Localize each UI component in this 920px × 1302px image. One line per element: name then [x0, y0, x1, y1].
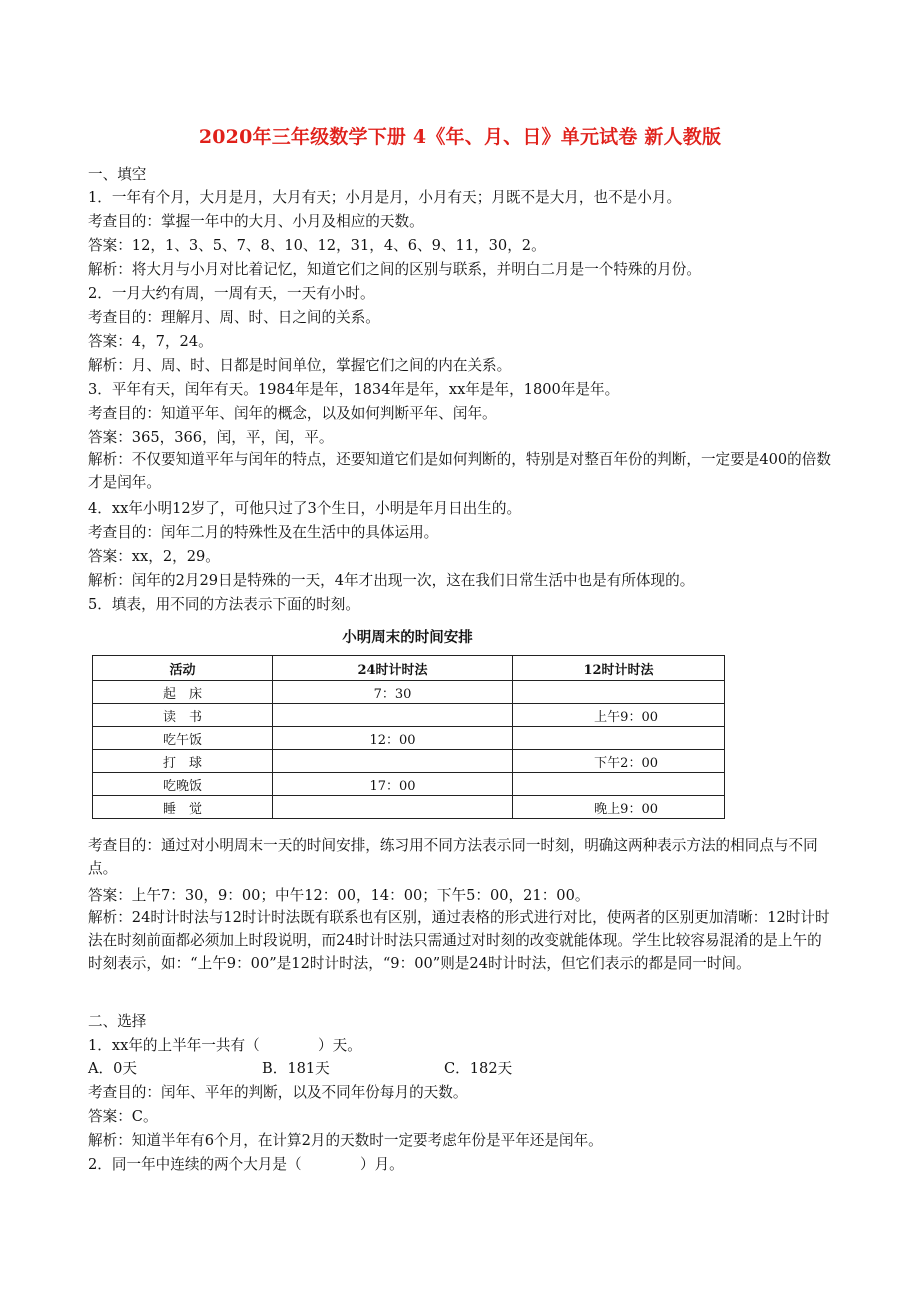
q2-analysis: 解析：月、周、时、日都是时间单位，掌握它们之间的内在关系。 [88, 357, 512, 374]
section-heading-fill-blank: 一、填空 [88, 166, 147, 183]
time-24h-cell [273, 750, 513, 773]
q2-purpose: 考查目的：理解月、周、时、日之间的关系。 [88, 309, 380, 326]
time-12h-cell [513, 727, 725, 750]
q5-answer: 答案：上午7：30，9：00；中午12：00，14：00；下午5：00，21：00。 [88, 887, 590, 904]
c2-question: 2．同一年中连续的两个大月是（ ）月。 [88, 1156, 404, 1173]
q1-answer: 答案：12，1、3、5、7、8、10、12，31，4、6、9、11，30，2。 [88, 237, 546, 254]
table-row [93, 796, 725, 819]
c1-purpose: 考查目的：闰年、平年的判断，以及不同年份每月的天数。 [88, 1084, 468, 1101]
q3-purpose: 考查目的：知道平年、闰年的概念，以及如何判断平年、闰年。 [88, 405, 497, 422]
q4-analysis: 解析：闰年的2月29日是特殊的一天，4年才出现一次，这在我们日常生活中也是有所体现的。 [88, 572, 695, 589]
time-12h-cell: 上午9：00 [513, 704, 725, 727]
time-12h-cell [513, 681, 725, 704]
header-24h: 24时计时法 [273, 656, 513, 681]
activity-cell: 睡 觉 [93, 796, 273, 819]
c1-question: 1．xx年的上半年一共有（ ）天。 [88, 1037, 362, 1054]
c1-option-a: A．0天 [88, 1060, 138, 1077]
q5-purpose: 考查目的：通过对小明周末一天的时间安排，练习用不同方法表示同一时刻，明确这两种表示方法的相同点与不同点。 [88, 837, 818, 877]
q3-analysis: 解析：不仅要知道平年与闰年的特点，还要知道它们是如何判断的，特别是对整百年份的判断，一定要是400的倍数才是闰年。 [88, 451, 831, 491]
q5-question: 5．填表，用不同的方法表示下面的时刻。 [88, 596, 360, 613]
q4-question: 4．xx年小明12岁了，可他只过了3个生日，小明是年月日出生的。 [88, 500, 522, 517]
c1-option-b: B．181天 [262, 1060, 330, 1077]
q1-purpose: 考查目的：掌握一年中的大月、小月及相应的天数。 [88, 213, 424, 230]
q5-analysis: 解析：24时计时法与12时计时法既有联系也有区别，通过表格的形式进行对比，使两者的区别更加清晰：12时计时法在时刻前面都必须加上时段说明，而24时计时法只需通过对时刻的改变就能体现。学生比较容易混淆的是上午的时刻表示，如：“上午9：00”是12时计时法，“9：00”则是24时计时法，但它们表示的都是同一时间。 [88, 909, 830, 972]
schedule-table-title: 小明周末的时间安排 [342, 629, 473, 646]
c1-option-c: C．182天 [444, 1060, 513, 1077]
section-heading-choice: 二、选择 [88, 1013, 147, 1030]
q2-answer: 答案：4，7，24。 [88, 333, 213, 350]
schedule-table [92, 655, 725, 819]
time-24h-cell [273, 704, 513, 727]
table-row [93, 681, 725, 704]
time-12h-cell: 晚上9：00 [513, 796, 725, 819]
time-12h-cell: 下午2：00 [513, 750, 725, 773]
table-header-row [93, 656, 725, 681]
c1-analysis: 解析：知道半年有6个月，在计算2月的天数时一定要考虑年份是平年还是闰年。 [88, 1132, 603, 1149]
header-12h: 12时计时法 [513, 656, 725, 681]
activity-cell: 吃午饭 [93, 727, 273, 750]
time-24h-cell: 7：30 [273, 681, 513, 704]
time-24h-cell [273, 796, 513, 819]
time-24h-cell: 12：00 [273, 727, 513, 750]
activity-cell: 读 书 [93, 704, 273, 727]
time-24h-cell: 17：00 [273, 773, 513, 796]
activity-cell: 打 球 [93, 750, 273, 773]
table-row [93, 750, 725, 773]
header-activity: 活动 [93, 656, 273, 681]
document-title: 2020年三年级数学下册 4《年、月、日》单元试卷 新人教版 [198, 126, 722, 148]
table-row [93, 704, 725, 727]
activity-cell: 起 床 [93, 681, 273, 704]
time-12h-cell [513, 773, 725, 796]
q1-analysis: 解析：将大月与小月对比着记忆，知道它们之间的区别与联系，并明白二月是一个特殊的月份。 [88, 261, 701, 278]
c1-answer: 答案：C。 [88, 1108, 158, 1125]
q2-question: 2．一月大约有周，一周有天，一天有小时。 [88, 285, 375, 302]
q3-answer: 答案：365，366，闰，平，闰，平。 [88, 429, 334, 446]
q3-question: 3．平年有天，闰年有天。1984年是年，1834年是年，xx年是年，1800年是年。 [88, 381, 620, 398]
table-row [93, 727, 725, 750]
activity-cell: 吃晚饭 [93, 773, 273, 796]
table-row [93, 773, 725, 796]
q4-purpose: 考查目的：闰年二月的特殊性及在生活中的具体运用。 [88, 524, 439, 541]
q4-answer: 答案：xx，2，29。 [88, 548, 220, 565]
q1-question: 1．一年有个月，大月是月，大月有天；小月是月，小月有天；月既不是大月，也不是小月。 [88, 189, 682, 206]
